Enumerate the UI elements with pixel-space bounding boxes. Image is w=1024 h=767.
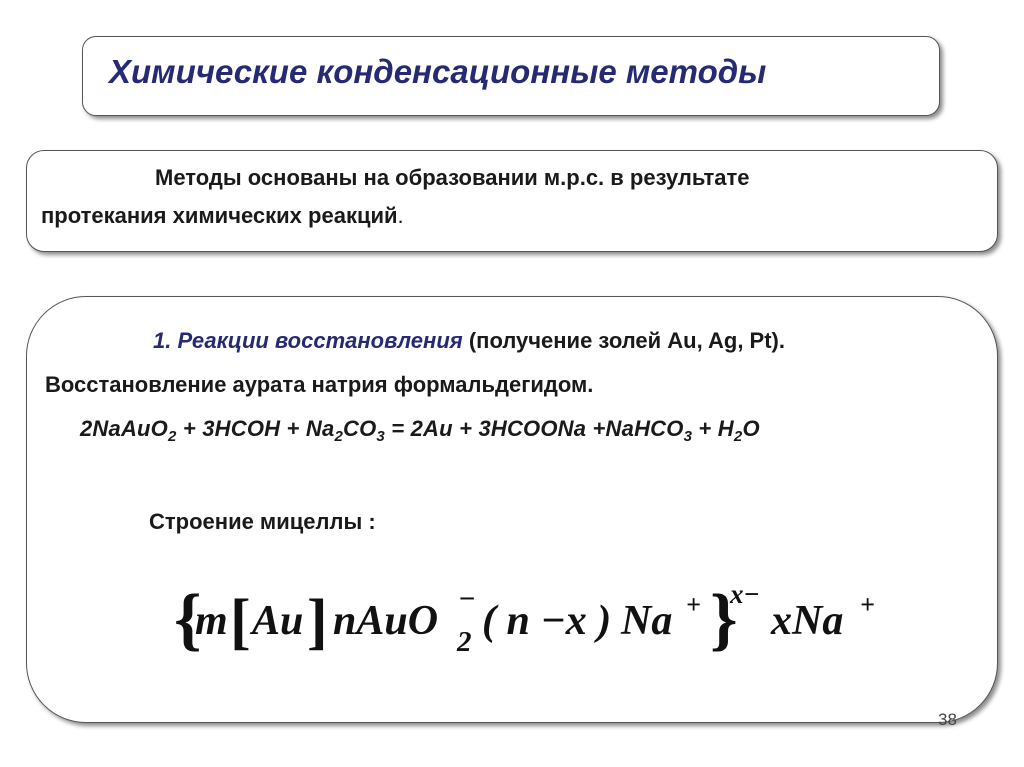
eq-subscript: 2 — [334, 428, 343, 445]
formula-plus-sign: + — [686, 590, 701, 619]
formula-au: Au — [252, 598, 304, 644]
page-number: 38 — [938, 710, 957, 729]
eq-subscript: 3 — [683, 428, 693, 445]
formula-subscript-2: 2 — [457, 626, 472, 658]
intro-line-2 — [41, 203, 404, 229]
reaction-note: (получение золей Au, Ag, Pt). — [462, 328, 785, 353]
reaction-line — [153, 328, 785, 354]
formula-nauo: nAuO — [333, 598, 439, 644]
formula-bracket-open: [ — [230, 588, 251, 656]
intro-line-2-period: . — [397, 203, 404, 228]
formula-brace-open: { — [174, 581, 202, 658]
intro-line-2-text: протекания химических реакций — [41, 203, 398, 228]
eq-subscript: 3 — [376, 428, 385, 445]
formula-plus-sign-2: + — [860, 590, 875, 619]
eq-part: = 2Au + 3HCOONa +NaHCO — [384, 416, 684, 441]
eq-part: + 3HCOH + Na — [176, 416, 335, 441]
formula-xna: xNa — [771, 598, 844, 644]
eq-part: CO — [342, 416, 377, 441]
eq-subscript: 2 — [733, 428, 743, 445]
formula-minus-sign: − — [458, 583, 476, 615]
eq-part: + H — [692, 416, 734, 441]
eq-part: O — [742, 416, 760, 441]
formula-m: m — [195, 598, 228, 644]
title-box — [82, 36, 940, 116]
main-box — [26, 296, 998, 723]
formula-brace-close: } — [710, 581, 738, 658]
reduction-text: Восстановление аурата натрия формальдегидом. — [45, 372, 594, 397]
eq-subscript: 2 — [168, 428, 177, 445]
reaction-heading: 1. Реакции восстановления — [153, 328, 463, 353]
slide-title: Химические конденсационные методы — [109, 53, 767, 90]
formula-bracket-close: ] — [307, 588, 328, 656]
intro-line-1: Методы основаны на образовании м.р.с. в результате — [155, 165, 750, 190]
micelle-label: Строение мицеллы : — [149, 509, 376, 534]
intro-box — [26, 150, 998, 252]
eq-part: 2NaAuO — [80, 416, 168, 441]
formula-na: Na — [621, 598, 673, 644]
formula-charge: x− — [730, 579, 760, 609]
chemical-equation — [80, 416, 760, 445]
formula-paren-part: ( n −x ) — [482, 598, 612, 644]
